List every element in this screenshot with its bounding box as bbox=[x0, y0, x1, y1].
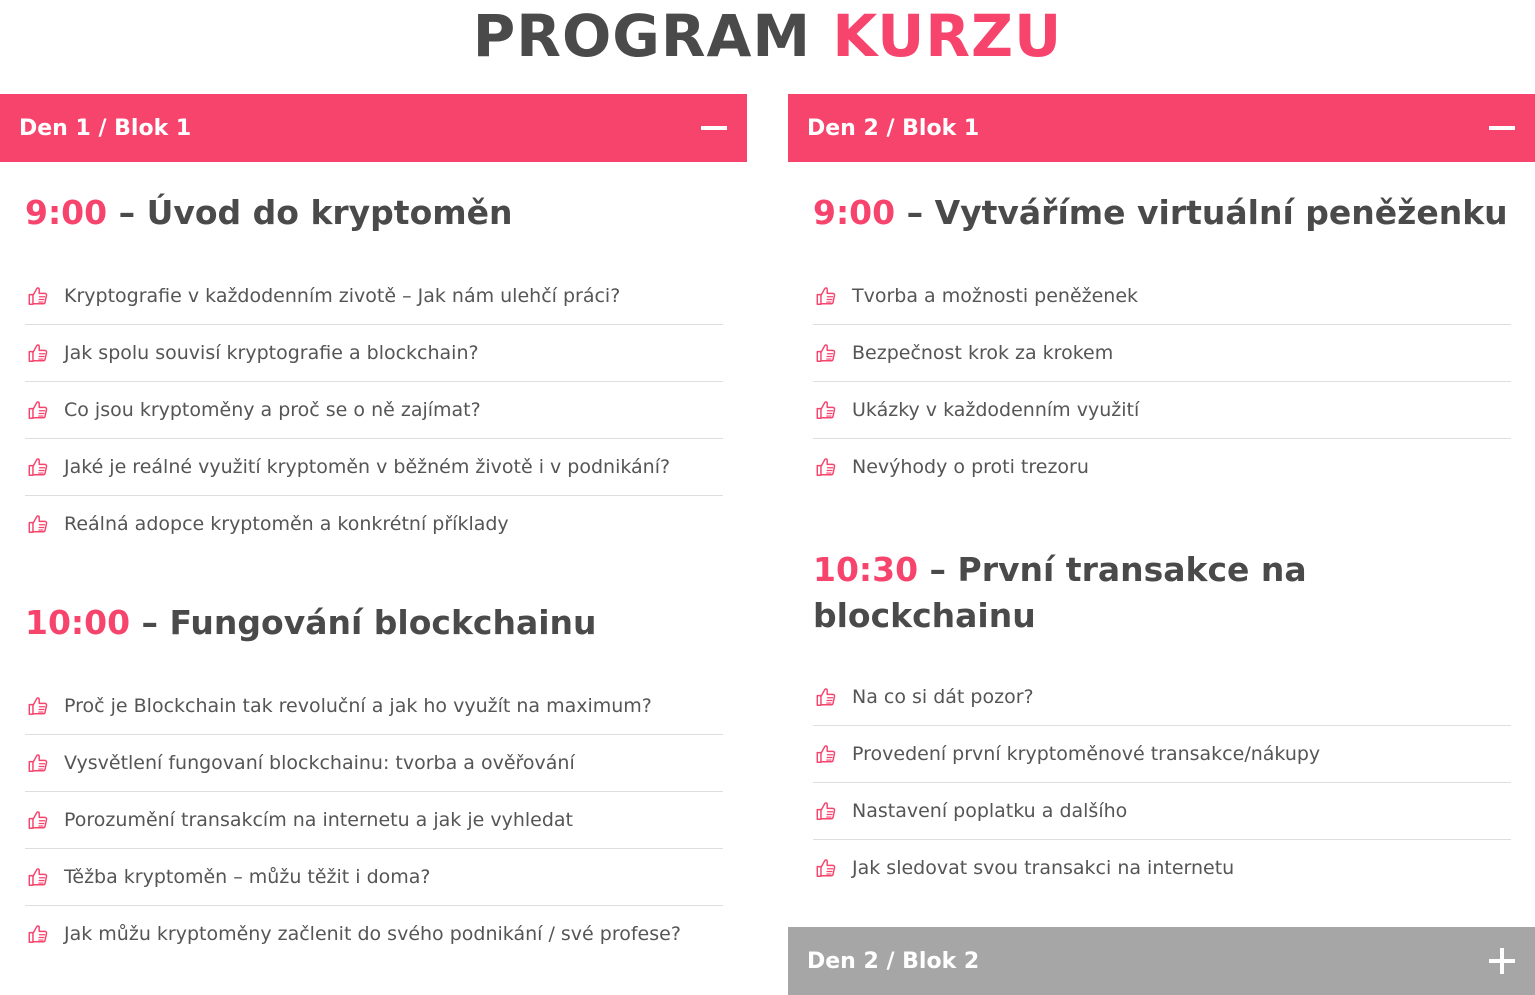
thumbs-up-icon bbox=[815, 285, 837, 307]
thumbs-up-icon bbox=[27, 752, 49, 774]
session-title bbox=[813, 547, 1511, 639]
list-item bbox=[25, 268, 723, 325]
thumbs-up-icon bbox=[27, 285, 49, 307]
session-name: – Fungování blockchainu bbox=[130, 603, 597, 642]
page-title-main: PROGRAM bbox=[472, 2, 812, 70]
session bbox=[813, 190, 1511, 495]
list-item bbox=[25, 735, 723, 792]
session-name: – První transakce na blockchainu bbox=[813, 550, 1307, 635]
minus-icon[interactable] bbox=[1489, 115, 1515, 141]
session-time: 9:00 bbox=[25, 193, 108, 232]
list-item bbox=[813, 726, 1511, 783]
page-title-accent: KURZU bbox=[832, 2, 1063, 70]
thumbs-up-icon bbox=[815, 399, 837, 421]
list-item bbox=[813, 669, 1511, 726]
list-item-text: Jak spolu souvisí kryptografie a blockchain? bbox=[64, 342, 479, 364]
list-item bbox=[25, 325, 723, 382]
thumbs-up-icon bbox=[27, 513, 49, 535]
list-item bbox=[25, 439, 723, 496]
list-item bbox=[25, 382, 723, 439]
accordion-label: Den 1 / Blok 1 bbox=[19, 115, 192, 141]
thumbs-up-icon bbox=[27, 809, 49, 831]
session-name: – Úvod do kryptoměn bbox=[107, 193, 513, 232]
thumbs-up-icon bbox=[27, 923, 49, 945]
session bbox=[25, 600, 723, 962]
session-title bbox=[813, 190, 1511, 236]
session-name: – Vytváříme virtuální peněženku bbox=[895, 193, 1508, 232]
accordion-label: Den 2 / Blok 2 bbox=[807, 948, 980, 974]
list-item-text: Porozumění transakcím na internetu a jak je vyhledat bbox=[64, 809, 573, 831]
thumbs-up-icon bbox=[27, 399, 49, 421]
list-item-text: Kryptografie v každodenním zivotě – Jak nám ulehčí práci? bbox=[64, 285, 621, 307]
page-title bbox=[0, 0, 1535, 72]
session-topic-list bbox=[813, 669, 1511, 896]
list-item bbox=[813, 268, 1511, 325]
accordion-column-den2 bbox=[788, 94, 1535, 995]
list-item-text: Bezpečnost krok za krokem bbox=[852, 342, 1114, 364]
list-item-text: Ukázky v každodenním využití bbox=[852, 399, 1140, 421]
list-item-text: Co jsou kryptoměny a proč se o ně zajímat? bbox=[64, 399, 481, 421]
list-item bbox=[813, 382, 1511, 439]
session-time: 9:00 bbox=[813, 193, 896, 232]
session-time: 10:00 bbox=[25, 603, 131, 642]
thumbs-up-icon bbox=[27, 342, 49, 364]
session bbox=[25, 190, 723, 552]
thumbs-up-icon bbox=[815, 857, 837, 879]
list-item-text: Jak sledovat svou transakci na internetu bbox=[852, 857, 1235, 879]
thumbs-up-icon bbox=[815, 743, 837, 765]
thumbs-up-icon bbox=[815, 342, 837, 364]
list-item bbox=[25, 496, 723, 552]
thumbs-up-icon bbox=[815, 800, 837, 822]
list-item-text: Na co si dát pozor? bbox=[852, 686, 1034, 708]
list-item-text: Provedení první kryptoměnové transakce/nákupy bbox=[852, 743, 1321, 765]
accordion-den1-blok1 bbox=[0, 94, 747, 962]
accordion-body bbox=[0, 190, 747, 962]
accordion-label: Den 2 / Blok 1 bbox=[807, 115, 980, 141]
plus-icon[interactable] bbox=[1489, 948, 1515, 974]
accordion-header-den2-blok2[interactable] bbox=[788, 927, 1535, 995]
list-item-text: Vysvětlení fungovaní blockchainu: tvorba a ověřování bbox=[64, 752, 575, 774]
list-item-text: Nevýhody o proti trezoru bbox=[852, 456, 1089, 478]
session-title bbox=[25, 600, 723, 646]
accordion-header-den2-blok1[interactable] bbox=[788, 94, 1535, 162]
thumbs-up-icon bbox=[815, 456, 837, 478]
thumbs-up-icon bbox=[27, 866, 49, 888]
list-item-text: Proč je Blockchain tak revoluční a jak ho využít na maximum? bbox=[64, 695, 652, 717]
list-item bbox=[813, 325, 1511, 382]
session bbox=[813, 547, 1511, 896]
list-item bbox=[25, 906, 723, 962]
list-item-text: Reálná adopce kryptoměn a konkrétní příklady bbox=[64, 513, 509, 535]
session-title bbox=[25, 190, 723, 236]
list-item bbox=[813, 439, 1511, 495]
list-item-text: Nastavení poplatku a dalšího bbox=[852, 800, 1128, 822]
thumbs-up-icon bbox=[815, 686, 837, 708]
accordion-header-den1-blok1[interactable] bbox=[0, 94, 747, 162]
session-topic-list bbox=[813, 268, 1511, 495]
list-item bbox=[25, 849, 723, 906]
minus-icon[interactable] bbox=[701, 115, 727, 141]
list-item-text: Těžba kryptoměn – můžu těžit i doma? bbox=[64, 866, 431, 888]
thumbs-up-icon bbox=[27, 695, 49, 717]
list-item bbox=[25, 792, 723, 849]
session-topic-list bbox=[25, 678, 723, 962]
thumbs-up-icon bbox=[27, 456, 49, 478]
session-time: 10:30 bbox=[813, 550, 919, 589]
list-item bbox=[25, 678, 723, 735]
list-item bbox=[813, 840, 1511, 896]
list-item bbox=[813, 783, 1511, 840]
session-topic-list bbox=[25, 268, 723, 552]
accordion-body bbox=[788, 190, 1535, 896]
list-item-text: Jak můžu kryptoměny začlenit do svého podnikání / své profese? bbox=[64, 923, 681, 945]
list-item-text: Tvorba a možnosti peněženek bbox=[852, 285, 1139, 307]
list-item-text: Jaké je reálné využití kryptoměn v běžném životě i v podnikání? bbox=[64, 456, 671, 478]
